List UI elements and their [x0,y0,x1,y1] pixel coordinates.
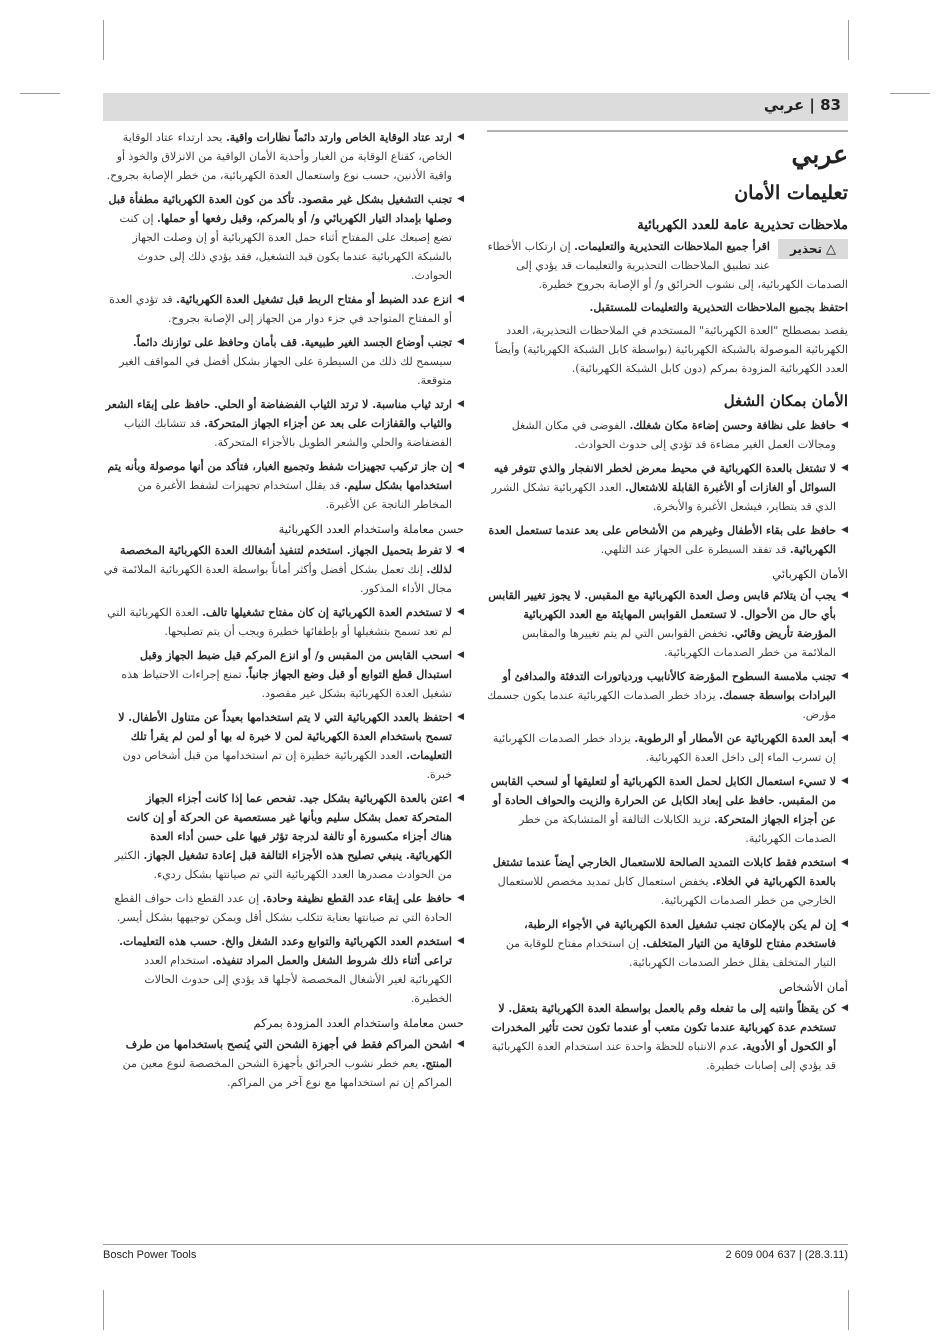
bullet-triangle-icon: ◀ [841,919,848,929]
item-text: العدة الكهربائية التي لم تعد تسمح بتشغيلها أو بإطفائها خطيرة ويجب أن يتم تصليحها. [107,606,452,638]
item-bold: ارتد عتاد الوقاية الخاص وارتد دائماً نظارات واقية. [225,131,452,144]
item-text: الكثير من الحوادث مصدرها العدد الكهربائية التي تم صيانتها بشكل رديء. [114,849,452,881]
item-text: قد تؤدي العدة أو المفتاح المتواجد في جزء دوار من الجهاز إلى الإصابة بجروح. [109,293,452,325]
list-item [103,128,464,185]
bullet-triangle-icon: ◀ [457,893,464,903]
footer-divider [103,1244,848,1245]
item-text: العدد الكهربائية خطيرة إن تم استخدامها من قبل أشخاص دون خبرة. [122,749,452,781]
crop-mark-top-right [848,20,849,60]
careful-use-list [103,541,464,1008]
item-bold: حافظ على نظافة وحسن إضاءة مكان شغلك. [629,419,836,432]
item-bold: أبعد العدة الكهربائية عن الأمطار أو الرطوبة. [634,732,836,745]
electrical-list [487,586,848,972]
footer-brand: Bosch Power Tools [103,1249,197,1261]
bullet-triangle-icon: ◀ [841,525,848,535]
keep-instructions: احتفظ بجميع الملاحظات التحذيرية والتعليمات للمستقبل. [589,301,848,314]
crop-mark-bottom-left [103,1290,104,1330]
bullet-triangle-icon: ◀ [457,712,464,722]
item-bold: إن جاز تركيب تجهيزات شفط وتجميع الغبار، فتأكد من أنها موصولة وبأنه يتم استخدامها بشكل سليم. [107,460,452,492]
crop-mark-left-top [20,93,60,94]
list-item [103,708,464,784]
item-text: قد تتشابك الثياب الفضفاضة والحلي والشعر الطويل بالأجزاء المتحركة. [123,417,452,449]
crop-mark-top-left [103,20,104,60]
bullet-triangle-icon: ◀ [457,399,464,409]
list-item [103,290,464,328]
warning-badge [778,239,848,259]
crop-mark-right-top [890,93,930,94]
bullet-triangle-icon: ◀ [457,461,464,471]
item-bold: حافظ على بقاء الأطفال وغيرهم من الأشخاص على بعد عندما تستعمل العدة الكهربائية. [488,524,836,556]
list-item [487,667,848,724]
bullet-triangle-icon: ◀ [457,337,464,347]
item-text: تزيد الكابلات التالفة أو المتشابكة من خطر الصدمات الكهربائية. [518,813,836,845]
battery-tools-heading: حسن معاملة واستخدام العدد المزودة بمركم [253,1016,464,1030]
item-bold: ارتد ثياب مناسبة. لا ترتد الثياب الفضفاضة أو الحلي. حافظ على إبقاء الشعر والثياب والقفازات على بعد عن أجزاء الجهاز المتحركة. [105,398,452,430]
list-item [103,889,464,927]
persons-heading: أمان الأشخاص [778,980,848,994]
bullet-triangle-icon: ◀ [457,294,464,304]
list-item [103,1035,464,1092]
list-item [103,457,464,514]
column-rule [487,130,848,132]
item-bold: كن يقظاً وانتبه إلى ما تفعله وقم بالعمل بواسطة العدة الكهربائية بتعقل. لا تستخدم عدة كهربائية عندما تكون متعب أو عندما تكون تحت تأثير المخدرات أو الكحول أو الأدوية. [491,1002,836,1053]
bullet-triangle-icon: ◀ [841,671,848,681]
list-item [487,459,848,516]
bullet-triangle-icon: ◀ [457,132,464,142]
list-item [103,932,464,1008]
left-column [103,128,464,1097]
list-item [487,999,848,1075]
item-bold: تجنب ملامسة السطوح المؤرضة كالأنابيب وردياتورات التدفئة والمدافئ أو البرادات بواسطة جسمك. [502,670,836,702]
warning-badge-label: تحذير [789,241,823,256]
item-bold: لا تفرط بتحميل الجهاز. استخدم لتنفيذ أشغالك العدة الكهربائية المخصصة لذلك. [119,544,452,576]
bullet-triangle-icon: ◀ [457,607,464,617]
warning-bold: اقرأ جميع الملاحظات التحذيرية والتعليمات. [574,240,770,253]
item-bold: لا تشتغل بالعدة الكهربائية في محيط معرض لخطر الانفجار والذي تتوفر فيه السوائل أو الغازات أو الأغبرة القابلة للاشتعال. [493,462,836,494]
item-bold: استخدم العدد الكهربائية والتوابع وعدد الشغل والخ. حسب هذه التعليمات. تراعى أثناء ذلك شروط الشغل والعمل المراد تنفيذه. [119,935,452,967]
bullet-triangle-icon: ◀ [841,1003,848,1013]
bullet-triangle-icon: ◀ [457,936,464,946]
list-item [487,729,848,767]
item-bold: اشحن المراكم فقط في أجهزة الشحن التي يُنصح باستخدامها من طرف المنتج. [125,1038,452,1070]
item-bold: حافظ على إبقاء عدد القطع نظيفة وحادة. [262,892,452,905]
item-text: العدد الكهربائية تشكل الشرر الذي قد يتطاير، فيشعل الأغبرة والأبخرة. [491,481,836,513]
item-text: إن كنت تضع إصبعك على المفتاح أثناء حمل العدة الكهربائية أو إن وصلت الجهاز بالشبكة الكهربائية عندما يكون قيد التشغيل، فقد يؤدي ذلك إلى حدوث الحوادث. [119,212,452,282]
page-label: 83 | عربي [763,96,841,114]
item-bold: لا تستخدم العدة الكهربائية إن كان مفتاح تشغيلها تالف. [202,606,452,619]
battery-tools-list [103,1035,464,1092]
list-item [487,915,848,972]
item-text: يعم خطر نشوب الحرائق بأجهزة الشحن المخصصة لنوع معين من المراكم إن تم استخدامها مع نوع آخر من المراكم. [122,1057,452,1089]
item-text: عدم الانتباه للحظة واحدة عند استخدام العدة الكهربائية قد يؤدي إلى إصابات خطيرة. [491,1040,836,1072]
list-item [103,333,464,390]
item-text: يزداد خطر الصدمات الكهربائية عندما يكون جسمك مؤرض. [487,689,836,721]
item-text: قد تفقد السيطرة على الجهاز عند التلهي. [600,543,787,556]
definition-paragraph: يقصد بمصطلح "العدة الكهربائية" المستخدم في الملاحظات التحذيرية، العدد الكهربائية الموصولة بالشبكة الكهربائية (بواسطة كابل الشبكة الكهربائية) وأيضاً العدد الكهربائية المزودة بمركم (دون كابل الشبكة الكهربائية). [495,324,848,375]
item-bold: إن لم يكن بالإمكان تجنب تشغيل العدة الكهربائية في الأجواء الرطبة، فاستخدم مفتاح للوقاية من التيار المتخلف. [524,918,836,950]
warning-text: إن ارتكاب الأخطاء عند تطبيق الملاحظات التحذيرية والتعليمات قد يؤدي إلى الصدمات الكهربائية، إلى نشوب الحرائق و/ أو الإصابة بجروح خطيرة. [487,240,848,291]
item-text: إن عدد القطع ذات حواف القطع الحادة التي تم صيانتها بعناية تتكلب بشكل أقل ويمكن توجيهها بشكل أيسر. [114,892,452,924]
item-bold: تجنب التشغيل بشكل غير مقصود. تأكد من كون العدة الكهربائية مطفأة قبل وصلها بإمداد التيار الكهربائي و/ أو بالمركم، وقبل رفعها أو حملها. [108,193,452,225]
list-item [103,395,464,452]
personal-safety-list [103,128,464,514]
list-item [103,541,464,598]
list-item [487,586,848,662]
list-item [103,190,464,285]
warning-paragraph [487,237,848,294]
list-item [103,789,464,884]
item-text: استخدام العدد الكهربائية لغير الأشغال المخصصة لأجلها قد يؤدي إلى حدوث الحالات الخطيرة. [144,954,452,1005]
footer-doc-number: 2 609 004 637 | (28.3.11) [725,1249,848,1261]
electrical-heading: الأمان الكهربائي [772,567,848,581]
general-heading: ملاحظات تحذيرية عامة للعدد الكهربائية [637,218,848,233]
right-column [487,130,848,1080]
item-text: يزداد خطر الصدمات الكهربائية إن تسرب الماء إلى داخل العدة الكهربائية. [492,732,836,764]
item-bold: لا تسيء استعمال الكابل لحمل العدة الكهربائية أو لتعليقها أو لسحب القابس من المقبس. حافظ على إبعاد الكابل عن الحرارة والزيت والحواف الحادة أو عن أجزاء الجهاز المتحركة. [490,775,836,826]
persons-list [487,999,848,1075]
list-item [487,521,848,559]
item-bold: تجنب أوضاع الجسد الغير طبيعية. قف بأمان وحافظ على توازنك دائماً. [132,336,452,349]
item-text: إن استخدام مفتاح للوقاية من التيار المتخلف يقلل خطر الصدمات الكهربائية. [505,937,836,969]
list-item [103,646,464,703]
bullet-triangle-icon: ◀ [841,420,848,430]
warning-triangle-icon: △ [826,241,837,257]
crop-mark-bottom-right [848,1290,849,1330]
item-bold: يجب أن يتلائم قابس وصل العدة الكهربائية مع المقبس. لا يجوز تغيير القابس بأي حال من الأحوال. لا تستعمل القوابس المهايئة مع العدد الكهربائية المؤرضة تأريض وقائي. [488,589,836,640]
bullet-triangle-icon: ◀ [457,545,464,555]
item-text: الفوضى في مكان الشغل ومجالات العمل الغير مضاءة قد تؤدي إلى حدوث الحوادث. [511,419,836,451]
bullet-triangle-icon: ◀ [841,733,848,743]
workplace-heading: الأمان بمكان الشغل [723,392,848,410]
workplace-list [487,416,848,559]
bullet-triangle-icon: ◀ [457,793,464,803]
item-text: تمنع إجراءات الاحتياط هذه تشغيل العدة الكهربائية بشكل غير مقصود. [121,668,452,700]
bullet-triangle-icon: ◀ [457,194,464,204]
page-header [103,93,848,121]
language-title: عربي [791,140,848,169]
item-bold: انزع عدد الضبط أو مفتاح الربط قبل تشغيل العدة الكهربائية. [176,293,452,306]
item-bold: احتفظ بالعدد الكهربائية التي لا يتم استخدامها بعيداً عن متناول الأطفال. لا تسمح باستخدام العدة الكهربائية لمن لا خبرة له بها أو لمن لم يقرأ تلك التعليمات. [118,711,452,762]
bullet-triangle-icon: ◀ [457,1039,464,1049]
list-item [487,853,848,910]
main-title: تعليمات الأمان [734,182,848,204]
item-bold: اعتن بالعدة الكهربائية بشكل جيد. تفحص عما إذا كانت أجزاء الجهاز المتحركة تعمل بشكل سليم وبأنها غير مستعصية عن الحركة أو إن كانت هناك أجزاء مكسورة أو تالفة لدرجة تؤثر فيها على حسن أداء العدة الكهربائية. ينبغي تصليح هذه الأجزاء التالفة قبل إعادة تشغيل الجهاز. [126,792,452,862]
item-text: يحد ارتداء عتاد الوقاية الخاص، كقناع الوقاية من الغبار وأحذية الأمان الواقية من الانزلاق والخوذ أو واقية الأذنين، حسب نوع واستعمال العدة الكهربائية، من خطر الإصابة بجروح. [106,131,452,182]
bullet-triangle-icon: ◀ [841,463,848,473]
item-text: قد يقلل استخدام تجهيزات لشفط الأغبرة من المخاطر الناتجة عن الأغبرة. [137,479,452,511]
item-text: تخفض القوابس التي لم يتم تغييرها والمقابس الملائمة من خطر الصدمات الكهربائية. [522,627,836,659]
item-text: إنك تعمل بشكل أفضل وأكثر أماناً بواسطة العدة الكهربائية الملائمة في مجال الأداء المذكور. [103,563,452,595]
item-bold: استخدم فقط كابلات التمديد الصالحة للاستعمال الخارجي أيضاً عندما تشتغل بالعدة الكهربائية في الخلاء. [492,856,836,888]
bullet-triangle-icon: ◀ [841,857,848,867]
bullet-triangle-icon: ◀ [841,776,848,786]
list-item [103,603,464,641]
bullet-triangle-icon: ◀ [841,590,848,600]
list-item [487,416,848,454]
item-bold: اسحب القابس من المقبس و/ أو انزع المركم قبل ضبط الجهاز وقبل استبدال قطع التوابع أو قبل وضع الجهاز جانباً. [140,649,452,681]
careful-use-heading: حسن معاملة واستخدام العدد الكهربائية [278,522,464,536]
list-item [487,772,848,848]
item-text: سيسمح لك ذلك من السيطرة على الجهاز بشكل أفضل في المواقف الغير متوقعة. [119,355,452,387]
bullet-triangle-icon: ◀ [457,650,464,660]
item-text: يخفض استعمال كابل تمديد مخصص للاستعمال الخارجي من خطر الصدمات الكهربائية. [497,875,836,907]
